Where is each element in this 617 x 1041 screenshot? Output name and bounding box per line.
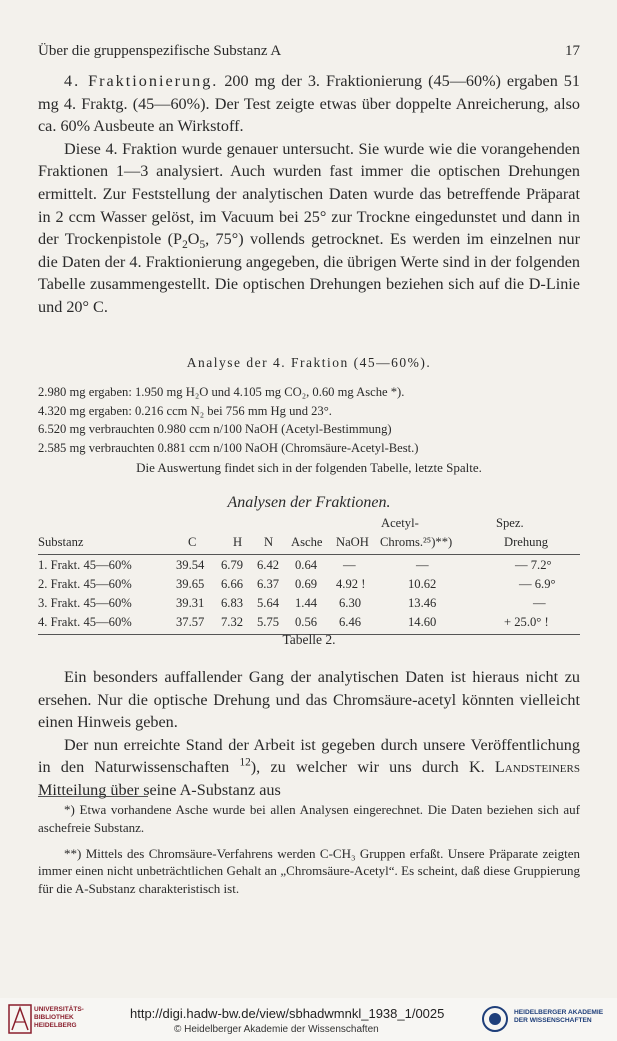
table-cell: 3. Frakt. 45—60%	[38, 596, 132, 610]
main-text	[38, 70, 580, 319]
paragraph-analysis-method	[38, 138, 580, 319]
table-cell: 39.54	[176, 558, 205, 572]
table-row	[38, 577, 580, 596]
paragraph-discussion: Ein besonders auffallender Gang der analytischen Daten ist hieraus nicht zu ersehen. Nur die optische Drehung und das Chromsäure-acetyl könnten vielleicht einen Hinweis geben.	[38, 668, 580, 732]
table-cell: 0.56	[295, 615, 318, 629]
analysis-line: 2.585 mg verbrauchten 0.881 ccm n/100 NaOH (Chromsäure-Acetyl-Best.)	[38, 440, 419, 455]
footnotes	[38, 801, 580, 906]
author-name: Landsteiners	[494, 758, 580, 777]
paragraph-text: Mitteilung über seine A-Substanz aus	[38, 780, 281, 799]
data-table	[38, 516, 580, 634]
table-cell: —	[533, 596, 546, 610]
table-cell: —	[343, 558, 356, 572]
column-header: NaOH	[336, 535, 369, 549]
table-cell: 13.46	[408, 596, 437, 610]
table-caption: Tabelle 2.	[282, 632, 336, 647]
table-cell: 37.57	[176, 615, 205, 629]
academy-logo[interactable]	[480, 1004, 615, 1034]
document-url-link[interactable]: http://digi.hadw-bw.de/view/sbhadwmnkl_1938_1/0025	[130, 1006, 445, 1021]
column-header: Asche	[291, 535, 323, 549]
analysis-line: 2.980 mg ergaben: 1.950 mg H₂O und 4.105 mg CO₂, 0.60 mg Asche *).	[38, 385, 405, 399]
header-acetyl: Acetyl-	[381, 516, 419, 530]
table-cell: 14.60	[408, 615, 437, 629]
paragraph-text: , 75°) vollends getrocknet. Es werden im einzelnen nur die Daten der 4. Fraktionierung angegeben, die übrigen Werte sind in der folgenden Tabelle zusammengestellt. Die optischen Drehungen beziehen sich auf die D-Linie und 20° C.	[38, 230, 580, 316]
page-number: 17	[565, 43, 580, 59]
footnote: **) Mittels des Chromsäure-Verfahrens werden C-CH₃ Gruppen erfaßt. Unsere Präparate zeigten immer einen nicht unbeträchtlichen Gehalt an „Chromsäure-Acetyl“. Es scheint, daß diese Gruppierung für die A-Substanz charakteristisch ist.	[38, 845, 580, 897]
table-header-row	[38, 535, 580, 554]
table-cell: 2. Frakt. 45—60%	[38, 577, 132, 591]
paragraph-status	[38, 734, 580, 802]
table-cell: + 25.0° !	[504, 615, 549, 629]
table-cell: 6.79	[221, 558, 244, 572]
subscript: 2	[182, 239, 188, 252]
subscript: 5	[199, 239, 206, 252]
ub-logo-line: BIBLIOTHEK	[34, 1014, 74, 1021]
paragraph-text: Der nun erreichte Stand der Arbeit ist gegeben durch unsere Veröffentlichung in den Naturwissenschaften	[38, 735, 580, 777]
paragraph-text: 200 mg der 3. Fraktionierung (45—60%) ergaben 51 mg 4. Fraktg. (45—60%). Der Test zeigte etwas über doppelte Anreicherung, also ca. 60% Ausbeute an Wirkstoff.	[38, 72, 580, 136]
hadw-logo-line: HEIDELBERGER AKADEMIE	[514, 1009, 604, 1016]
column-header: N	[264, 535, 274, 549]
running-title: Über die gruppenspezifische Substanz A	[38, 43, 282, 59]
table-cell: 6.46	[339, 615, 362, 629]
paragraph-lead: 4. Fraktionierung.	[64, 72, 219, 90]
column-header: H	[233, 535, 243, 549]
ub-seal-icon	[8, 1004, 32, 1034]
table-cell: 0.69	[295, 577, 318, 591]
table-row	[38, 558, 580, 577]
column-header: Chroms.²⁵)**)	[380, 535, 453, 549]
header-spez: Spez.	[496, 516, 524, 530]
reference-superscript: 12	[239, 756, 251, 769]
digitization-footer	[0, 998, 617, 1041]
table-cell: 1.44	[295, 596, 318, 610]
table-cell: 6.37	[257, 577, 280, 591]
column-header: Drehung	[504, 535, 549, 549]
table-cell: 5.64	[257, 596, 280, 610]
university-library-logo[interactable]	[8, 1004, 108, 1034]
table-cell: 39.65	[176, 577, 205, 591]
analysis-line: 6.520 mg verbrauchten 0.980 ccm n/100 NaOH (Acetyl-Bestimmung)	[38, 422, 392, 437]
table-cell: 0.64	[295, 558, 318, 572]
ub-logo-text	[34, 1006, 84, 1030]
column-header: Substanz	[38, 535, 84, 549]
table-title: Analysen der Fraktionen.	[227, 494, 391, 511]
table-cell: 6.42	[257, 558, 280, 572]
table-cell: 39.31	[176, 596, 205, 610]
column-header: C	[188, 535, 197, 549]
analysis-line: 4.320 mg ergaben: 0.216 ccm N₂ bei 756 mm Hg und 23°.	[38, 403, 332, 418]
paragraph-fraktionierung	[38, 70, 580, 138]
copyright-notice: © Heidelberger Akademie der Wissenschaften	[174, 1024, 379, 1035]
table-cell: 1. Frakt. 45—60%	[38, 558, 132, 572]
table-cell: 7.32	[221, 615, 244, 629]
table-cell: — 6.9°	[519, 577, 556, 591]
footnote: *) Etwa vorhandene Asche wurde bei allen Analysen eingerechnet. Die Daten beziehen sich auf aschefreie Substanz.	[38, 802, 580, 835]
ub-logo-line: HEIDELBERG	[34, 1022, 77, 1029]
analysis-title: Analyse der 4. Fraktion (45—60%).	[186, 355, 432, 370]
table-cell: 6.83	[221, 596, 244, 610]
table-cell: 4. Frakt. 45—60%	[38, 615, 132, 629]
table-cell: —	[416, 558, 429, 572]
table-cell: 10.62	[408, 577, 437, 591]
running-header	[38, 43, 580, 63]
table-cell: — 7.2°	[515, 558, 552, 572]
analysis-lines	[38, 383, 580, 457]
paragraph-text: ), zu welcher wir uns durch K.	[250, 758, 495, 777]
hadw-logo-text	[514, 1009, 603, 1025]
table-cell: 6.30	[339, 596, 362, 610]
paragraph-text: O	[187, 230, 200, 249]
table-row	[38, 596, 580, 615]
analysis-note: Die Auswertung findet sich in der folgenden Tabelle, letzte Spalte.	[136, 460, 482, 475]
table-rule	[38, 554, 580, 555]
paragraph-text: Diese 4. Fraktion wurde genauer untersucht. Sie wurde wie die vorangehenden Fraktionen 1—3 analysiert. Auch wurden fast immer die optischen Drehungen ermittelt. Zur Feststellung der analytischen Daten wurde das betreffende Präparat in 2 ccm Wasser gelöst, im Vacuum bei 25° zur Trockne eingedunstet und dann in der Trockenpistole (P	[38, 139, 580, 249]
table-cell: 6.66	[221, 577, 244, 591]
footnote-rule	[38, 796, 148, 797]
main-text-continued	[38, 666, 580, 802]
hadw-logo-line: DER WISSENSCHAFTEN	[514, 1017, 592, 1024]
table-header-top	[38, 516, 580, 535]
hadw-emblem-icon	[480, 1004, 510, 1034]
table-cell: 4.92 !	[336, 577, 366, 591]
ub-logo-line: UNIVERSITÄTS-	[34, 1006, 84, 1013]
table-cell: 5.75	[257, 615, 280, 629]
